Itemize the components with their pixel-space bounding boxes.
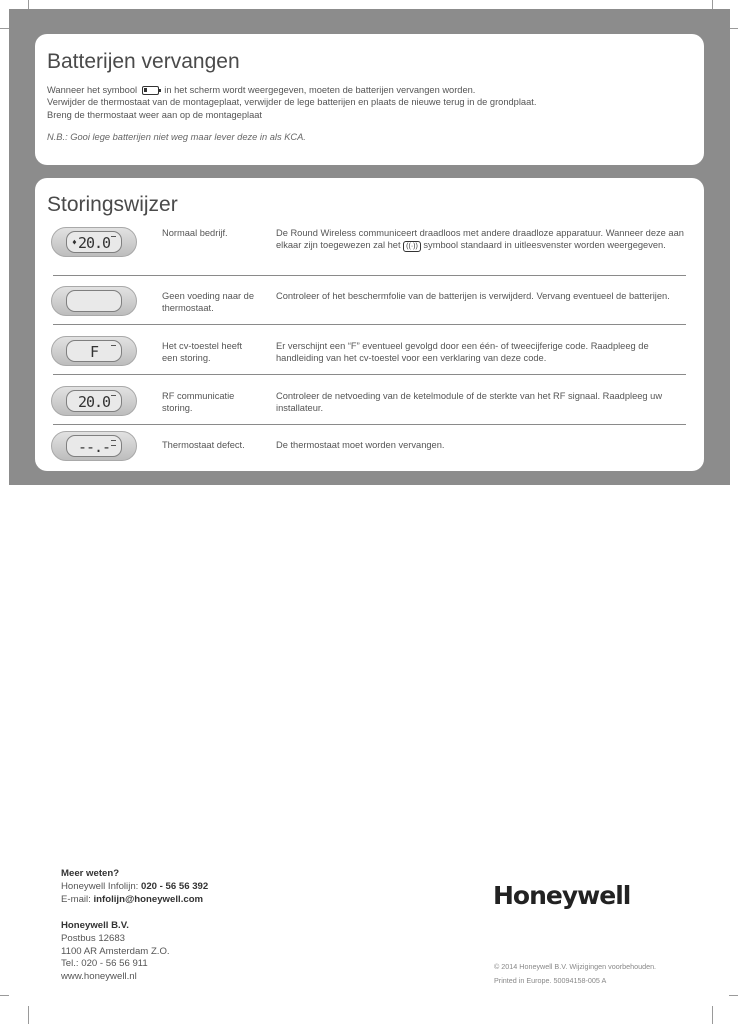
email-line xyxy=(61,894,208,907)
postbus: Postbus 12683 xyxy=(61,932,126,944)
crop-mark xyxy=(729,995,738,996)
website-link[interactable]: www.honeywell.nl xyxy=(61,971,137,983)
thermostat-icon xyxy=(51,286,137,316)
thermostat-icon xyxy=(51,336,137,366)
status-description: Controleer de netvoeding van de ketelmodule of de sterkte van het RF signaal. Raadpleeg uw installateur. xyxy=(276,391,663,414)
battery-line-1 xyxy=(47,84,536,96)
thermostat-icon xyxy=(51,227,137,257)
battery-note: N.B.: Gooi lege batterijen niet weg maar lever deze in als KCA. xyxy=(47,132,306,142)
email-link[interactable]: infolijn@honeywell.com xyxy=(93,893,204,905)
crop-mark xyxy=(712,0,713,9)
indicator-icon xyxy=(111,440,116,441)
status-description xyxy=(276,227,686,252)
battery-line-1-end: in het scherm wordt weergegeven, moeten de batterijen vervangen worden. xyxy=(164,85,476,95)
status-label: Thermostaat defect. xyxy=(162,440,245,450)
thermostat-display-value: 20.0 xyxy=(77,234,111,252)
thermostat-screen xyxy=(66,435,122,457)
thermostat-screen xyxy=(66,231,122,253)
city: 1100 AR Amsterdam Z.O. xyxy=(61,945,170,957)
thermostat-display-value: 20.0 xyxy=(77,393,111,411)
thermostat-screen xyxy=(66,340,122,362)
battery-line-2: Verwijder de thermostaat van de montageplaat, verwijder de lege batterijen en plaats de nieuwe terug in de grondplaat. xyxy=(47,97,537,108)
email-label: E-mail: xyxy=(61,893,94,905)
battery-instructions xyxy=(47,84,536,121)
infolijn-label: Honeywell Infolijn: xyxy=(61,880,141,892)
indicator-icon xyxy=(111,345,116,346)
thermostat-screen xyxy=(66,390,122,412)
status-label: Het cv-toestel heeft een storing. xyxy=(162,341,243,364)
wireless-symbol-icon: ((·)) xyxy=(403,241,421,252)
status-description-end: symbool standaard in uitleesvenster worden weergegeven. xyxy=(423,240,666,251)
thermostat-display-value: F xyxy=(89,343,99,361)
status-description-start: De Round Wireless communiceert draadloos met andere draadloze apparatuur. Wanneer deze aan elkaar zijn toegewezen zal het xyxy=(276,228,684,251)
thermostat-display-value: --.- xyxy=(77,438,111,456)
battery-title: Batterijen vervangen xyxy=(47,50,240,73)
company-name: Honeywell B.V. xyxy=(61,920,129,931)
indicator-icon xyxy=(111,395,116,396)
troubleshooting-title: Storingswijzer xyxy=(47,193,178,216)
crop-mark xyxy=(28,1006,29,1024)
status-label: Normaal bedrijf. xyxy=(162,228,228,238)
crop-mark xyxy=(0,28,9,29)
honeywell-logo: Honeywell xyxy=(493,881,631,910)
copyright-text: © 2014 Honeywell B.V. Wijzigingen voorbehouden. xyxy=(494,962,657,971)
row-divider xyxy=(53,275,686,276)
print-code: Printed in Europe. 50094158-005 A xyxy=(494,975,607,985)
crop-mark xyxy=(712,1006,713,1024)
troubleshooting-section xyxy=(35,178,704,471)
flame-icon: ♦ xyxy=(72,238,77,247)
status-description: De thermostaat moet worden vervangen. xyxy=(276,440,445,450)
telephone: Tel.: 020 - 56 56 911 xyxy=(61,958,148,970)
copyright-block xyxy=(494,960,656,987)
status-description: Er verschijnt een “F” eventueel gevolgd door een één- of tweecijferige code. Raadpleeg de handleiding van het cv-toestel voor een verklaring van deze code. xyxy=(276,341,649,364)
battery-line-1-start: Wanneer het symbool xyxy=(47,85,138,95)
battery-section xyxy=(35,34,704,165)
row-divider xyxy=(53,324,686,325)
thermostat-icon xyxy=(51,386,137,416)
crop-mark xyxy=(28,0,29,9)
status-label: Geen voeding naar de thermostaat. xyxy=(162,291,255,314)
address-block xyxy=(61,920,170,984)
indicator-icon xyxy=(111,445,116,446)
crop-mark xyxy=(729,28,738,29)
infolijn-line xyxy=(61,881,208,894)
wireless-indicator-icon xyxy=(111,236,116,237)
contact-block xyxy=(61,868,208,906)
more-info-heading: Meer weten? xyxy=(61,868,120,879)
status-description: Controleer of het beschermfolie van de batterijen is verwijderd. Vervang eventueel de batterijen. xyxy=(276,291,670,301)
battery-line-3: Breng de thermostaat weer aan op de montageplaat xyxy=(47,109,263,120)
infolijn-number: 020 - 56 56 392 xyxy=(141,880,209,892)
thermostat-screen xyxy=(66,290,122,312)
status-label: RF communicatie storing. xyxy=(162,391,235,414)
row-divider xyxy=(53,374,686,375)
thermostat-icon xyxy=(51,431,137,461)
row-divider xyxy=(53,424,686,425)
crop-mark xyxy=(0,995,9,996)
battery-icon xyxy=(142,86,159,95)
